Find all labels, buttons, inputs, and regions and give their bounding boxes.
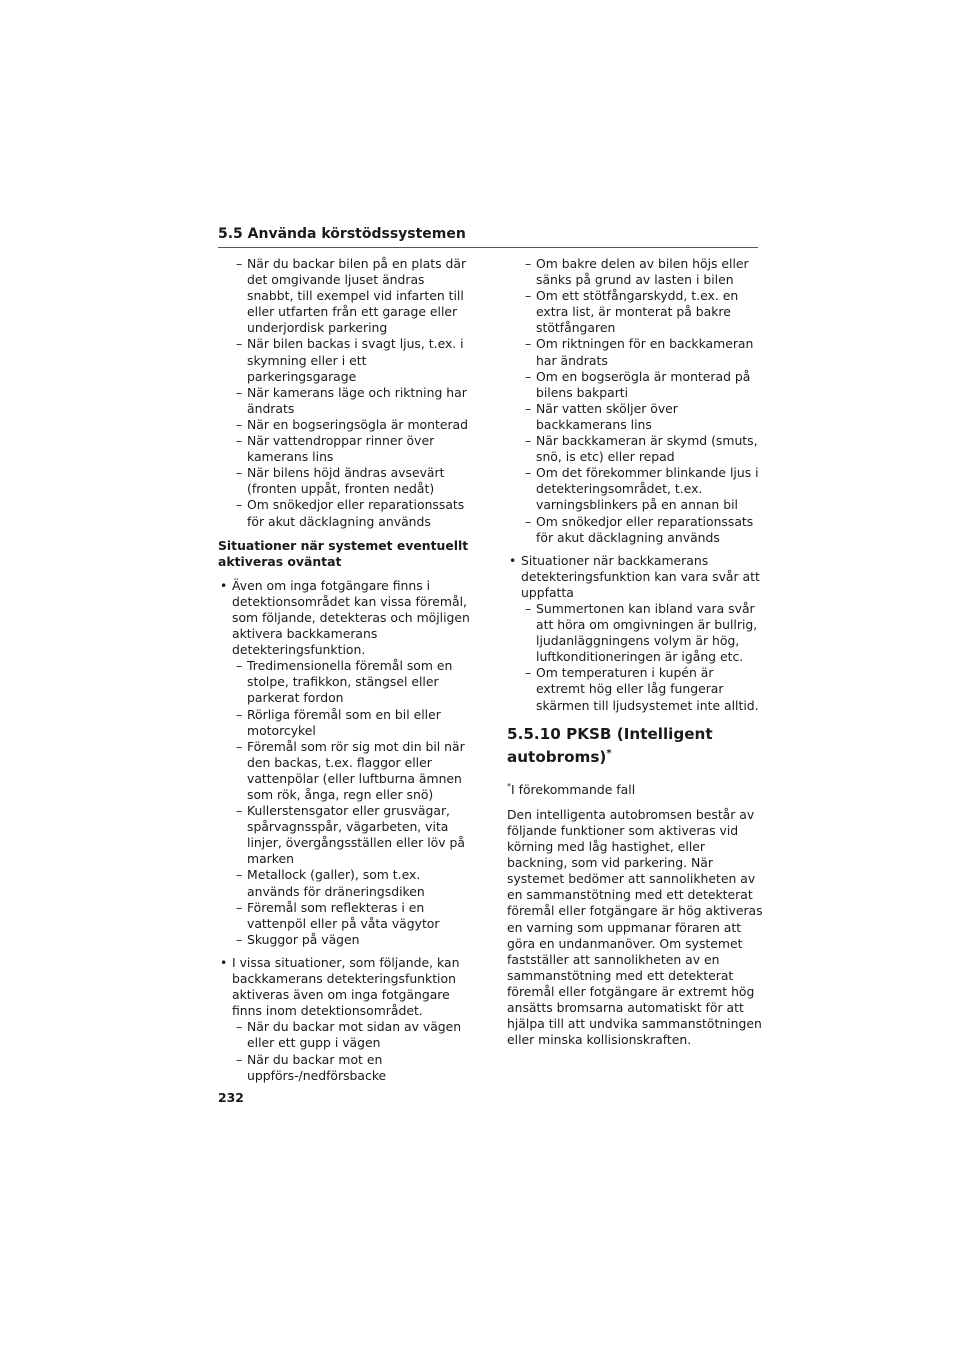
dash-mark: – [525,465,532,481]
list-item-text: Om ett stötfångarskydd, t.ex. en extra list, är monterat på bakre stötfångaren [536,288,739,336]
list-item-text: När en bogseringsögla är monterad [247,416,468,432]
list-item [507,433,763,465]
list-item-text: När du backar bilen på en plats där det omgivande ljuset ändras snabbt, till exempel vid infarten till eller utfarten från ett garage eller underjordisk parkering [247,256,467,336]
list-item-text: Föremål som reflekteras i en vattenpöl eller på våta vägytor [247,899,440,931]
list-item [218,256,474,336]
list-item [232,803,474,867]
dash-mark: – [236,433,243,449]
list-item [218,336,474,384]
dash-mark: – [525,513,532,529]
list-item-text: När vattendroppar rinner över kamerans lins [247,433,435,465]
bullet-item [218,578,474,948]
list-item-text: Skuggor på vägen [247,931,360,947]
list-item [521,665,763,713]
list-item [232,707,474,739]
footnote [507,779,763,798]
list-item [521,601,763,665]
list-item-text: Om riktningen för en backkameran har ändrats [536,336,754,368]
dash-mark: – [236,706,243,722]
list-item-text: Om temperaturen i kupén är extremt hög eller låg fungerar skärmen till ljudsystemet inte alltid. [536,665,759,713]
dash-mark: – [236,336,243,352]
dash-mark: – [236,899,243,915]
list-item-text: Om bakre delen av bilen höjs eller sänks på grund av lasten i bilen [536,256,749,288]
list-item-text: Om snökedjor eller reparationssats för akut däcklagning används [536,513,754,545]
subheading: Situationer när systemet eventuellt aktiveras oväntat [218,537,469,569]
list-item [218,497,474,529]
list-item-text: Metallock (galler), som t.ex. används för dräneringsdiken [247,867,425,899]
section-heading-text: 5.5.10 PKSB (Intelligent autobroms) [507,724,713,766]
list-item [232,1052,474,1084]
bullet-mark: • [509,552,517,568]
list-item [507,369,763,401]
dash-mark: – [525,288,532,304]
list-item [232,900,474,932]
dash-mark: – [236,1019,243,1035]
list-item-text: När kamerans läge och riktning har ändrats [247,384,467,416]
dash-mark: – [236,416,243,432]
list-item [218,417,474,433]
bullet-mark: • [220,577,228,593]
bullet-mark: • [220,954,228,970]
list-item [507,256,763,288]
page-number: 232 [218,1090,244,1105]
dash-mark: – [236,1051,243,1067]
dash-mark: – [236,384,243,400]
dash-mark: – [236,738,243,754]
list-item-text: När bilen backas i svagt ljus, t.ex. i skymning eller i ett parkeringsgarage [247,336,464,384]
dash-mark: – [236,803,243,819]
list-item-text: Föremål som rör sig mot din bil när den backas, t.ex. flaggor eller vattenpölar (eller luftburna ämnen som rök, ånga, regn eller snö) [247,738,465,802]
bullet-text: I vissa situationer, som följande, kan backkamerans detekteringsfunktion aktiveras även om inga fotgängare finns inom detektionsområdet. [232,954,460,1019]
dash-mark: – [525,665,532,681]
list-item [507,288,763,336]
list-item-text: Summertonen kan ibland vara svår att höra om omgivningen är bullrig, ljudanläggningens volym är hög, luftkonditioneringen är igång etc. [536,600,758,665]
list-item [232,867,474,899]
bullet-text: Även om inga fotgängare finns i detektionsområdet kan vissa föremål, som följande, detekteras och möjligen aktivera backkamerans detekteringsfunktion. [232,577,470,658]
dash-mark: – [525,368,532,384]
dash-mark: – [525,400,532,416]
dash-mark: – [525,336,532,352]
footnote-marker: * [606,747,612,759]
list-item-text: Om en bogserögla är monterad på bilens bakparti [536,368,751,400]
list-item-text: Kullerstensgator eller grusvägar, spårvagnsspår, vägarbeten, vita linjer, övergångsställen eller löv på marken [247,803,465,867]
dash-mark: – [236,658,243,674]
dash-mark: – [236,931,243,947]
list-item [218,385,474,417]
list-item [232,739,474,803]
page-header [218,224,758,248]
list-item [232,1019,474,1051]
footnote-text: I förekommande fall [511,781,636,797]
section-heading [507,724,763,767]
list-item-text: Om det förekommer blinkande ljus i detekteringsområdet, t.ex. varningsblinkers på en annan bil [536,465,759,513]
list-item [232,932,474,948]
dash-mark: – [236,465,243,481]
list-item [218,433,474,465]
list-item-text: När du backar mot sidan av vägen eller ett gupp i vägen [247,1019,462,1051]
dash-mark: – [525,433,532,449]
bullet-item [218,955,474,1084]
list-item [507,401,763,433]
dash-mark: – [236,867,243,883]
list-item [507,465,763,513]
dash-mark: – [525,600,532,616]
bullet-text: Situationer när backkamerans detekteringsfunktion kan vara svår att uppfatta [521,552,760,600]
list-item-text: När vatten sköljer över backkamerans lins [536,400,678,432]
footnote-marker: * [507,781,511,791]
list-item-text: När du backar mot en uppförs-/nedförsbacke [247,1051,387,1083]
list-item [507,514,763,546]
list-item-text: När backkameran är skymd (smuts, snö, is etc) eller repad [536,433,758,465]
left-column [218,256,474,1084]
section-title: 5.5 Använda körstödssystemen [218,226,466,242]
list-item [232,658,474,706]
list-item [218,465,474,497]
bullet-item [507,553,763,714]
dash-mark: – [236,497,243,513]
list-item [507,336,763,368]
header-divider [218,247,758,248]
list-item-text: Tredimensionella föremål som en stolpe, trafikkon, stängsel eller parkerat fordon [247,658,453,706]
list-item-text: När bilens höjd ändras avsevärt (fronten uppåt, fronten nedåt) [247,465,445,497]
list-item-text: Om snökedjor eller reparationssats för akut däcklagning används [247,497,465,529]
dash-mark: – [236,256,243,271]
list-item-text: Rörliga föremål som en bil eller motorcykel [247,706,441,738]
dash-mark: – [525,256,532,271]
body-paragraph: Den intelligenta autobromsen består av följande funktioner som aktiveras vid körning med låg hastighet, eller backning, som vid parkering. När systemet bedömer att sannolikheten av en sammanstötning med ett detekterat föremål eller fotgängare är hög aktiveras en varning som uppmanar föraren att göra en undanmanöver. Om systemet fastställer att sannolikheten av en sammanstötning med ett detekterat föremål eller fotgängare är extremt hög ansätts bromsarna automatiskt för att hjälpa till att undvika sammanstötningen eller minska kollisionskraften. [507,806,763,1048]
right-column [507,256,763,1048]
